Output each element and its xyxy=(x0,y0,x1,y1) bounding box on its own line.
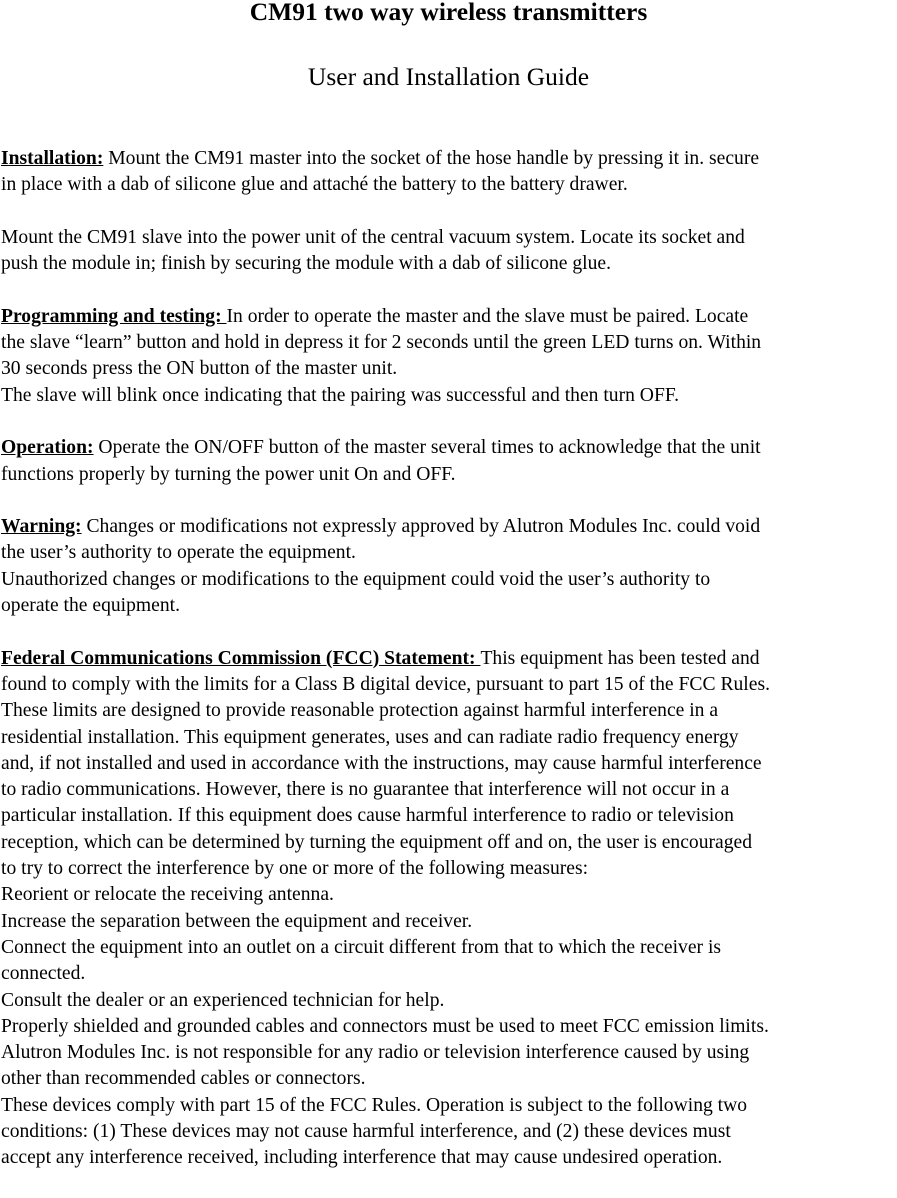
warning-heading: Warning: xyxy=(1,516,82,538)
fcc-line-6: to radio communications. However, there is no guarantee that interference will not occur in a xyxy=(1,779,730,801)
programming-section xyxy=(1,304,897,409)
fcc-line-cables: Properly shielded and grounded cables and connectors must be used to meet FCC emission limits. xyxy=(1,1015,769,1037)
fcc-measure-reorient: Reorient or relocate the receiving antenna. xyxy=(1,884,334,906)
fcc-line-responsibility-cont: other than recommended cables or connectors. xyxy=(1,1068,366,1090)
warning-text: Changes or modifications not expressly approved by Alutron Modules Inc. could void xyxy=(81,516,761,538)
warning-line-4: operate the equipment. xyxy=(1,595,180,617)
document-subtitle: User and Installation Guide xyxy=(307,62,590,91)
slave-line-2: push the module in; finish by securing the module with a dab of silicone glue. xyxy=(1,253,612,275)
operation-line-2: functions properly by turning the power unit On and OFF. xyxy=(1,463,456,485)
installation-section xyxy=(1,146,897,199)
installation-line-1 xyxy=(1,146,897,172)
fcc-line-conditions: conditions: (1) These devices may not cause harmful interference, and (2) these devices must xyxy=(1,1120,731,1142)
warning-section xyxy=(1,514,897,619)
programming-text: In order to operate the master and the slave must be paired. Locate xyxy=(226,305,749,327)
programming-line-2: the slave “learn” button and hold in depress it for 2 seconds until the green LED turns on. Within xyxy=(1,332,762,354)
warning-line-3: Unauthorized changes or modifications to the equipment could void the user’s authority to xyxy=(1,568,711,590)
installation-text: Mount the CM91 master into the socket of the hose handle by pressing it in. secure xyxy=(103,148,760,169)
operation-line-1 xyxy=(1,435,897,461)
fcc-line-8: reception, which can be determined by turning the equipment off and on, the user is encouraged xyxy=(1,831,753,853)
fcc-line-9: to try to correct the interference by one or more of the following measures: xyxy=(1,858,589,880)
fcc-line-part15: These devices comply with part 15 of the FCC Rules. Operation is subject to the following two xyxy=(1,1094,748,1116)
fcc-line-1 xyxy=(1,646,897,672)
warning-line-1 xyxy=(1,514,897,540)
fcc-line-3: These limits are designed to provide reasonable protection against harmful interference in a xyxy=(1,700,719,722)
operation-section xyxy=(1,435,897,488)
programming-line-4: The slave will blink once indicating that the pairing was successful and then turn OFF. xyxy=(1,384,680,406)
installation-line-2: in place with a dab of silicone glue and attaché the battery to the battery drawer. xyxy=(1,174,628,196)
installation-heading: Installation: xyxy=(1,148,104,169)
fcc-line-2: found to comply with the limits for a Class B digital device, pursuant to part 15 of the FCC Rules. xyxy=(1,673,770,695)
fcc-line-4: residential installation. This equipment generates, uses and can radiate radio frequency energy xyxy=(1,726,739,748)
fcc-measure-separation: Increase the separation between the equipment and receiver. xyxy=(1,910,473,932)
fcc-line-5: and, if not installed and used in accordance with the instructions, may cause harmful interference xyxy=(1,752,762,774)
fcc-section xyxy=(1,646,897,1172)
fcc-measure-outlet-cont: connected. xyxy=(1,963,86,985)
operation-text: Operate the ON/OFF button of the master several times to acknowledge that the unit xyxy=(93,437,761,459)
warning-line-2: the user’s authority to operate the equipment. xyxy=(1,542,356,564)
document-body xyxy=(1,146,897,1198)
fcc-line-7: particular installation. If this equipment does cause harmful interference to radio or television xyxy=(1,805,734,827)
fcc-heading: Federal Communications Commission (FCC) Statement: xyxy=(1,647,481,669)
document-title: CM91 two way wireless transmitters xyxy=(249,0,648,26)
slave-mounting-section xyxy=(1,225,897,278)
fcc-text: This equipment has been tested and xyxy=(480,647,760,669)
programming-line-1 xyxy=(1,304,897,330)
programming-heading: Programming and testing: xyxy=(1,305,227,327)
operation-heading: Operation: xyxy=(1,437,94,459)
fcc-line-responsibility: Alutron Modules Inc. is not responsible for any radio or television interference caused by using xyxy=(1,1042,750,1064)
fcc-measure-consult: Consult the dealer or an experienced technician for help. xyxy=(1,989,445,1011)
fcc-measure-outlet: Connect the equipment into an outlet on a circuit different from that to which the receiver is xyxy=(1,936,722,958)
fcc-line-conditions-cont: accept any interference received, including interference that may cause undesired operation. xyxy=(1,1147,723,1169)
slave-line-1: Mount the CM91 slave into the power unit of the central vacuum system. Locate its socket and xyxy=(1,226,745,248)
programming-line-3: 30 seconds press the ON button of the master unit. xyxy=(1,358,398,380)
